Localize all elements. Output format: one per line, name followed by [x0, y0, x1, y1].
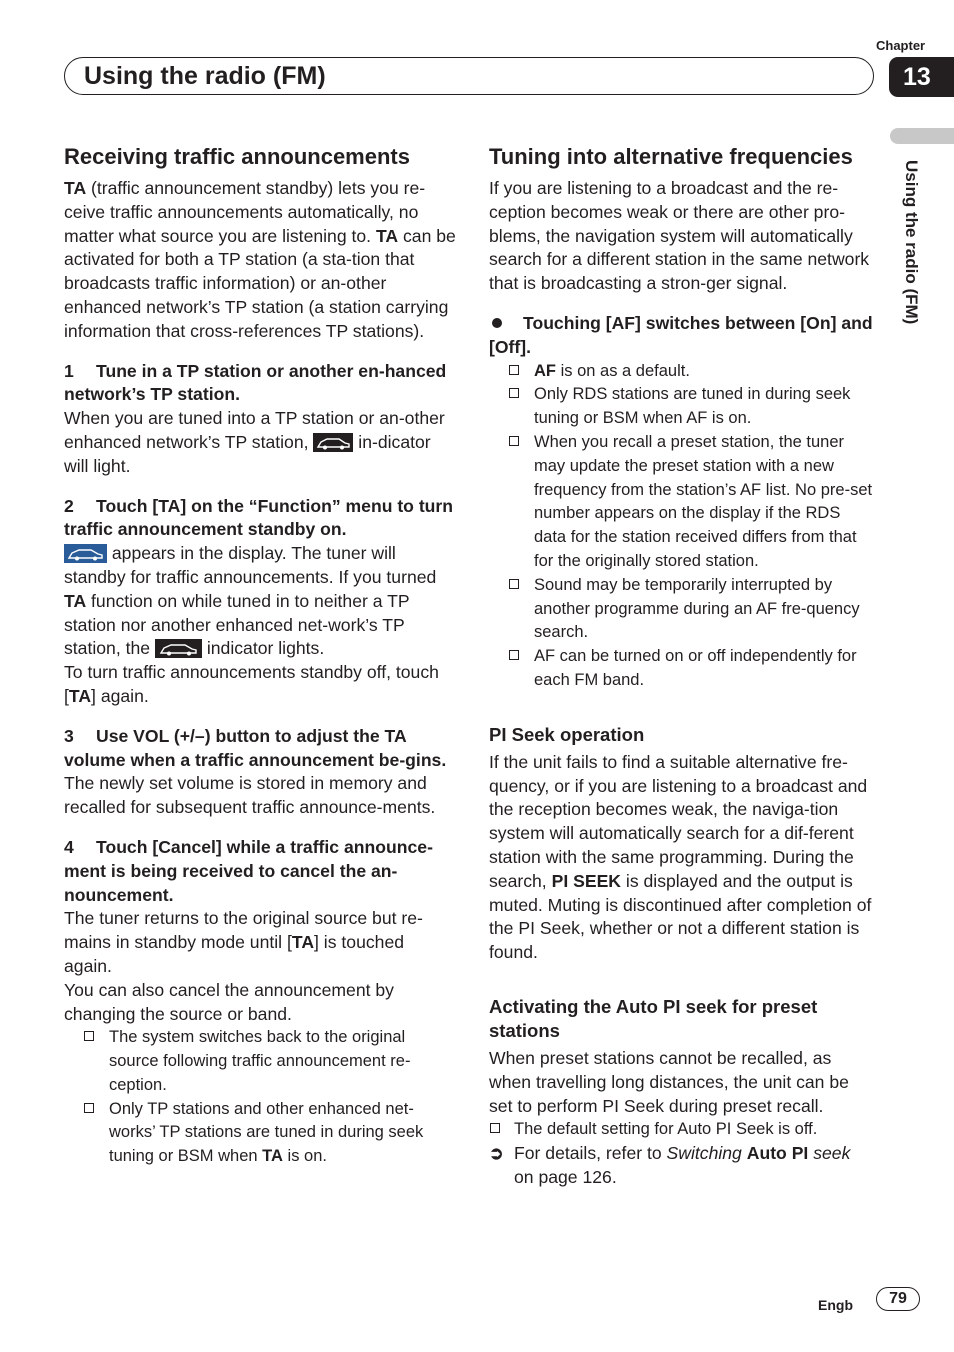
- ref-italic: Switching: [666, 1143, 742, 1164]
- note-text: Only TP stations and other enhanced net-works’ TP stations are tuned in during seek tuning or BSM when: [109, 1099, 424, 1166]
- step-body-text: To turn traffic announcements standby off, touch [: [64, 662, 439, 706]
- ta-term: TA: [291, 932, 315, 953]
- note-text: is on as a default.: [556, 361, 690, 380]
- ta-term: TA: [64, 590, 87, 611]
- note-item: [489, 574, 877, 645]
- checkbox-icon: [84, 1031, 94, 1041]
- note-text: The system switches back to the original source following traffic announcement re-ception.: [109, 1028, 411, 1094]
- ta-term: TA: [64, 178, 87, 198]
- step-number: 2: [64, 495, 74, 516]
- side-tab-marker: [890, 128, 954, 144]
- step-4-body: [64, 907, 456, 978]
- chapter-label: Chapter: [876, 38, 926, 53]
- body-text: is displayed and the output is muted. Muting is discontinued after completion of the PI Seek, whether or not a different station is found.: [489, 870, 872, 963]
- note-item: [64, 1026, 456, 1097]
- note-item: [489, 383, 877, 431]
- note-text: When you recall a preset station, the tuner may update the preset station with a new frequency from the station’s AF list. No pre-set number appears on the display if the RDS data for the station received differs from that for the originally stored station.: [534, 432, 873, 570]
- pi-seek-heading: PI Seek operation: [489, 723, 645, 745]
- note-item: [489, 431, 877, 574]
- bullet-text: Touching [AF] switches between [On] and [Off].: [489, 312, 873, 357]
- step-3-body: The newly set volume is stored in memory and recalled for subsequent traffic announce-ments.: [64, 773, 436, 818]
- step-body-text: ] again.: [91, 685, 149, 706]
- ref-italic: seek: [813, 1143, 851, 1164]
- car-icon: [313, 433, 353, 452]
- footer-language: Engb: [818, 1297, 853, 1313]
- note-item: [64, 1098, 456, 1169]
- ta-term: TA: [262, 1147, 283, 1166]
- note-text: The default setting for Auto PI Seek is off.: [514, 1120, 818, 1139]
- checkbox-icon: [509, 388, 519, 398]
- ref-text: For details, refer to: [514, 1143, 667, 1164]
- side-tab-label: Using the radio (FM): [902, 160, 921, 325]
- page-title: Using the radio (FM): [84, 62, 326, 90]
- step-1-title: [64, 360, 456, 408]
- note-text: Only RDS stations are tuned in during seek tuning or BSM when AF is on.: [534, 385, 851, 428]
- body-text: If the unit fails to find a suitable alternative fre-quency, or if you are listening to a broadcast and the reception becomes weak, the naviga-tion system will automatically search for a dif-ferent station with the same programming. During the search,: [489, 751, 868, 891]
- step-2-off: [64, 661, 456, 709]
- step-text: Touch [Cancel] while a traffic announce-ment is being received to cancel the an-nouncement.: [64, 836, 433, 905]
- step-text: Touch [TA] on the “Function” menu to turn traffic announcement standby on.: [64, 495, 454, 540]
- bullet-icon: [492, 318, 502, 328]
- intro-paragraph: [64, 177, 456, 344]
- intro-text: can be activated for both a TP station (a sta-tion that broadcasts traffic information) or an-other enhanced network’s TP station (a station carrying information that cross-references TP stations).: [64, 225, 456, 341]
- step-body-text: ] is touched again.: [64, 932, 405, 976]
- reference-item: [489, 1142, 877, 1190]
- checkbox-icon: [509, 579, 519, 589]
- af-term: AF: [534, 361, 556, 380]
- note-item: [489, 1118, 877, 1142]
- step-body-text: in-dicator will light.: [64, 431, 431, 476]
- step-number: 4: [64, 836, 74, 857]
- chapter-number: 13: [889, 57, 954, 97]
- note-item: [489, 360, 877, 384]
- step-number: 1: [64, 360, 74, 381]
- step-1-body: [64, 407, 456, 478]
- step-text: Tune in a TP station or another en-hanced network’s TP station.: [64, 360, 447, 405]
- left-column: [64, 143, 456, 1169]
- step-text: Use VOL (+/–) button to adjust the TA volume when a traffic announcement be-gins.: [64, 725, 447, 770]
- auto-pi-heading: Activating the Auto PI seek for preset stations: [489, 995, 818, 1041]
- section-heading-af: Tuning into alternative frequencies: [489, 144, 853, 169]
- pi-seek-term: PI SEEK: [551, 870, 622, 891]
- step-body-text: appears in the display. The tuner will standby for traffic announcements. If you turned: [64, 543, 437, 587]
- pi-seek-body: [489, 751, 877, 965]
- step-body-text: When you are tuned into a TP station or an-other enhanced network’s TP station,: [64, 408, 445, 452]
- step-2-body: [64, 542, 456, 661]
- note-text: Sound may be temporarily interrupted by another programme during an AF fre-quency search.: [534, 575, 860, 642]
- af-bullet: [489, 312, 877, 360]
- note-text: is on.: [282, 1147, 327, 1166]
- step-body-text: function on while tuned in to neither a TP station nor another enhanced net-work’s TP station, the: [64, 590, 410, 659]
- ta-term: TA: [375, 225, 399, 246]
- auto-pi-body: When preset stations cannot be recalled, as when travelling long distances, the unit can be set to perform PI Seek during preset recall.: [489, 1047, 849, 1116]
- section-heading-traffic: Receiving traffic announcements: [64, 144, 410, 169]
- ref-bold: Auto PI: [746, 1143, 809, 1164]
- checkbox-icon: [509, 650, 519, 660]
- af-intro: If you are listening to a broadcast and the re-ception becomes weak or there are other pro-blems, the navigation system will automatically search for a different station in the same network that is broadcasting a stron-ger signal.: [489, 178, 870, 294]
- checkbox-icon: [84, 1103, 94, 1113]
- step-4-title: [64, 836, 456, 907]
- ta-term: TA: [68, 685, 92, 706]
- step-3-title: [64, 725, 456, 773]
- arrow-icon: ➲: [489, 1143, 504, 1164]
- step-2-title: [64, 495, 456, 543]
- checkbox-icon: [509, 436, 519, 446]
- step-body-text: indicator lights.: [201, 638, 325, 659]
- page-number: 79: [876, 1287, 920, 1311]
- right-column: [489, 143, 877, 1190]
- step-body-text: The tuner returns to the original source but re-mains in standby mode until [: [64, 908, 423, 953]
- car-icon: [155, 639, 202, 658]
- step-4-body-2: You can also cancel the announcement by changing the source or band.: [64, 979, 394, 1024]
- checkbox-icon: [509, 365, 519, 375]
- checkbox-icon: [490, 1123, 500, 1133]
- note-text: AF can be turned on or off independently for each FM band.: [534, 647, 857, 689]
- note-item: [489, 645, 877, 693]
- car-icon: [64, 544, 107, 563]
- intro-text: (traffic announcement standby) lets you re-ceive traffic announcements automatically, no matter what source you are listening to.: [64, 178, 426, 246]
- step-number: 3: [64, 725, 74, 746]
- ref-text: on page 126.: [514, 1166, 617, 1187]
